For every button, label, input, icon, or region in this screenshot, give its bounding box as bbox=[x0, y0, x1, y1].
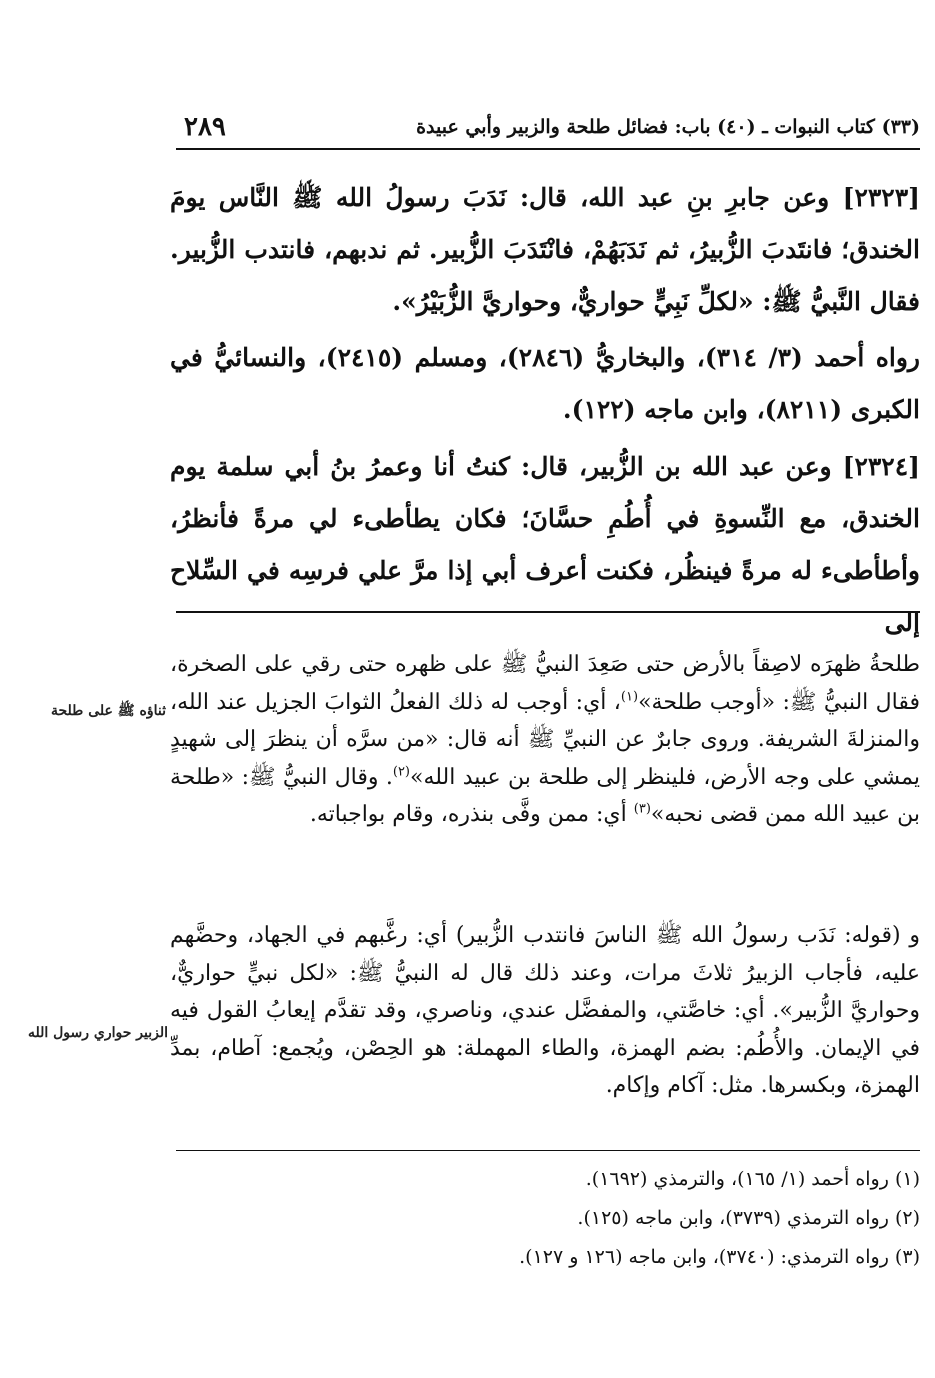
commentary-talha-part-b: ، أي: أوجب له ذلك الفعلُ الثوابَ الجزيل عند الله، والمنزلةَ الشريفة. وروى جابرٌ عن النبيِّ ﷺ أنه قال: «من سرَّه أن ينظرَ إلى شهيدٍ يمشي على وجه الأرض، فلينظر إلى طلحة بن عبيد الله» bbox=[170, 689, 920, 790]
commentary-talha-part-a: طلحةُ ظهرَه لاصِقاً بالأرض حتى صَعِدَ النبيُّ ﷺ على ظهره حتى رقي على الصخرة، فقال النبيُّ ﷺ: «أوجب طلحة» bbox=[170, 652, 921, 715]
footnote-marker-1[interactable]: (١) bbox=[620, 689, 639, 705]
footnote-rule bbox=[176, 1150, 920, 1151]
margin-note-zubayr: الزبير حواري رسول الله bbox=[27, 1025, 168, 1041]
commentary-talha-part-c: . وقال النبيُّ ﷺ: «طلحة بن عبيد الله ممن قضى نحبه» bbox=[170, 764, 920, 827]
hadith-2323-reference bbox=[170, 332, 920, 436]
footnote-2: (٢) رواه الترمذي (٣٧٣٩)، وابن ماجه (١٢٥). bbox=[577, 1207, 920, 1229]
hadith-2323-reference-text: رواه أحمد (٣/ ٣١٤)، والبخاريُّ (٢٨٤٦)، ومسلم (٢٤١٥)، والنسائيُّ في الكبرى (٨٢١١)، وابن ماجه (١٢٢). bbox=[170, 343, 920, 424]
page-header bbox=[176, 112, 920, 148]
page-number: ٢٨٩ bbox=[184, 112, 226, 142]
hadith-2324-text: [٢٣٢٤] وعن عبد الله بن الزُّبير، قال: كنتُ أنا وعمرُ بنُ أبي سلمة يوم الخندق، مع النِّسوةِ في أُطُمِ حسَّانَ؛ فكان يطأطىء لي مرةً فأنظرُ، وأطأطىء له مرةً فينظُر، فكنت أعرف أبي إذا مرَّ علي فرسِه في السِّلاح إلى bbox=[170, 452, 920, 637]
margin-note-talha: ثناؤه ﷺ على طلحة bbox=[51, 703, 166, 719]
commentary-talha bbox=[170, 646, 920, 834]
hadith-2324 bbox=[170, 441, 920, 649]
header-rule bbox=[176, 148, 920, 150]
commentary-talha-part-d: أي: ممن وفَّى بنذره، وقام بواجباته. bbox=[309, 802, 634, 827]
hadith-2323-text: [٢٣٢٣] وعن جابرِ بنِ عبد الله، قال: نَدَبَ رسولُ الله ﷺ النَّاس يومَ الخندق؛ فانتَدبَ الزُّبيرُ، ثم نَدَبَهُمْ، فانْتَدَبَ الزُّبير. ثم ندبهم، فانتدب الزُّبير. فقال النَّبيُّ ﷺ: «لكلِّ نَبِيٍّ حواريٌّ، وحواريَّ الزُّبَيْرُ». bbox=[170, 183, 920, 316]
commentary-zubayr-text: و (قوله: نَدَب رسولُ الله ﷺ الناسَ فانتدب الزُّبير) أي: رغَّبهم في الجهاد، وحضَّهم عليه، فأجاب الزبيرُ ثلاثَ مرات، وعند ذلك قال له النبيُّ ﷺ: «لكل نبيٍّ حواريٌّ، وحواريَّ الزُّبير». أي: خاصَّتي، والمفضَّل عندي، وناصري، وقد تقدَّم إيعابُ القول فيه في الإيمان. والأُطُم: بضم الهمزة، والطاء المهملة: هو الحِصْن، ويُجمع: آطام، بمدِّ الهمزة، وبكسرها. مثل: آكام وإكام. bbox=[170, 923, 920, 1098]
footnote-1: (١) رواه أحمد (١/ ١٦٥)، والترمذي (١٦٩٢). bbox=[585, 1168, 920, 1190]
hadith-2323 bbox=[170, 172, 920, 328]
commentary-talha-text bbox=[170, 646, 920, 834]
footnote-3: (٣) رواه الترمذي: (٣٧٤٠)، وابن ماجه (١٢٦ و ١٢٧). bbox=[519, 1246, 920, 1268]
commentary-zubayr bbox=[170, 917, 920, 1105]
footnote-marker-2[interactable]: (٢) bbox=[392, 764, 410, 780]
footnotes bbox=[176, 1160, 920, 1277]
section-separator bbox=[176, 611, 920, 613]
running-title: (٣٣) كتاب النبوات ـ (٤٠) باب: فضائل طلحة والزبير وأبي عبيدة bbox=[416, 116, 920, 138]
footnote-marker-3[interactable]: (٣) bbox=[633, 801, 651, 817]
